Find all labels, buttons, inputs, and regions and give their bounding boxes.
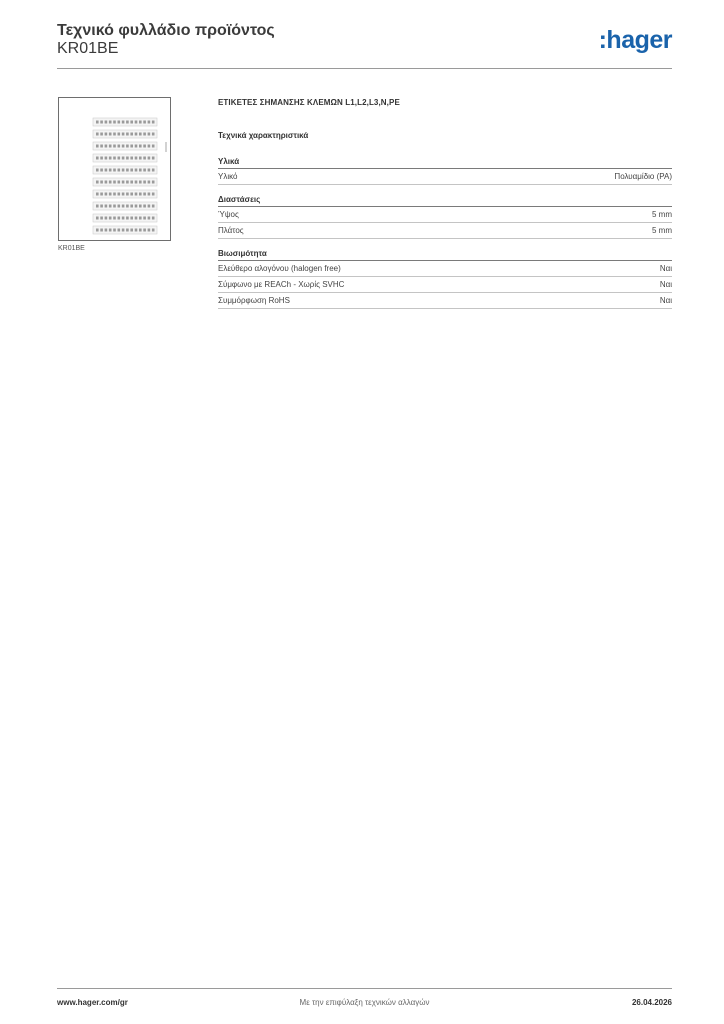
hager-logo: :hager xyxy=(598,26,672,54)
spec-label: Ελεύθερο αλογόνου (halogen free) xyxy=(218,264,341,273)
spec-group-dimensions xyxy=(218,194,672,239)
spec-group-materials xyxy=(218,156,672,185)
document-title: Τεχνικό φυλλάδιο προϊόντος xyxy=(57,22,275,39)
marker-strip xyxy=(93,214,157,222)
marker-strip xyxy=(93,118,157,126)
group-title: Υλικά xyxy=(218,156,672,169)
group-title: Διαστάσεις xyxy=(218,194,672,207)
spec-label: Συμμόρφωση RoHS xyxy=(218,296,290,305)
footer-disclaimer: Με την επιφύλαξη τεχνικών αλλαγών xyxy=(299,998,430,1007)
spec-row xyxy=(218,223,672,239)
marker-strip xyxy=(93,130,157,138)
header-divider xyxy=(57,68,672,69)
page-header xyxy=(57,20,672,70)
strip-edge-tab xyxy=(165,142,167,152)
spec-value: Ναι xyxy=(659,296,672,305)
spec-label: Σύμφωνο με REACh - Χωρίς SVHC xyxy=(218,280,345,289)
spec-row xyxy=(218,169,672,185)
spec-value: 5 mm xyxy=(652,210,672,219)
spec-label: Πλάτος xyxy=(218,226,244,235)
marker-strip xyxy=(93,142,157,150)
spec-row xyxy=(218,293,672,309)
spec-value: 5 mm xyxy=(652,226,672,235)
spec-row xyxy=(218,261,672,277)
marker-strips-illustration xyxy=(59,98,170,240)
spec-label: Υλικό xyxy=(218,172,238,181)
marker-strip xyxy=(93,190,157,198)
footer-date: 26.04.2026 xyxy=(631,998,672,1007)
section-title-technical: Τεχνικά χαρακτηριστικά xyxy=(218,131,309,140)
marker-strip xyxy=(93,178,157,186)
spec-value: Πολυαμίδιο (PA) xyxy=(614,172,672,181)
product-code: KR01BE xyxy=(57,40,119,57)
spec-value: Ναι xyxy=(659,280,672,289)
spec-value: Ναι xyxy=(659,264,672,273)
marker-strip xyxy=(93,166,157,174)
product-title: ΕΤΙΚΕΤΕΣ ΣΗΜΑΝΣΗΣ ΚΛΕΜΩΝ L1,L2,L3,N,PE xyxy=(218,98,400,107)
spec-row xyxy=(218,207,672,223)
group-title: Βιωσιμότητα xyxy=(218,248,672,261)
marker-strip xyxy=(93,202,157,210)
spec-group-sustainability xyxy=(218,248,672,309)
marker-strip xyxy=(93,226,157,234)
footer-divider xyxy=(57,988,672,989)
spec-row xyxy=(218,277,672,293)
product-image xyxy=(58,97,171,241)
footer-website-link[interactable]: www.hager.com/gr xyxy=(57,998,128,1007)
product-image-caption: KR01BE xyxy=(58,245,85,252)
marker-strip xyxy=(93,154,157,162)
spec-label: Ύψος xyxy=(218,210,239,219)
